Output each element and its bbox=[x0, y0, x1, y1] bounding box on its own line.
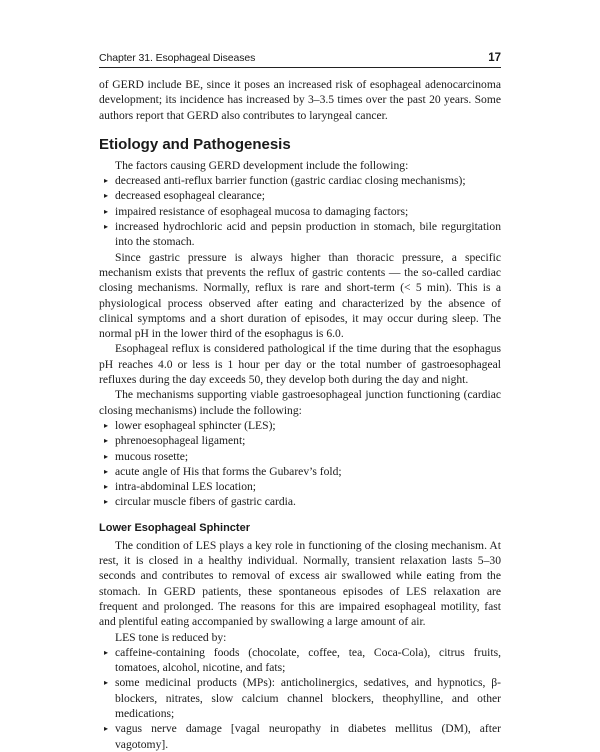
page-number: 17 bbox=[488, 52, 501, 64]
triangle-bullet-icon: ▸ bbox=[104, 497, 109, 507]
list-item: ▸ acute angle of His that forms the Gubarev’s fold; bbox=[104, 464, 342, 478]
paragraph-gastric-pressure: Since gastric pressure is always higher than thoracic pressure, a specific mechanism exists that prevents the reflux of gastric contents — the so-called cardiac closing mechanisms. Normally, reflux is rare and short-term (< 5 min). This is a physiological process observed after eating and characterized by the absence of clinical symptoms and a short duration of episodes, it may occur during sleep. The normal pH in the lower third of the esophagus is 6.0. bbox=[99, 250, 501, 341]
list-item: ▸ some medicinal products (MPs): anticholinergics, sedatives, and hypnotics, β-blockers, nitrates, slow calcium channel blockers, theophylline, and other medications; bbox=[104, 676, 501, 720]
triangle-bullet-icon: ▸ bbox=[104, 678, 109, 688]
triangle-bullet-icon: ▸ bbox=[104, 222, 109, 232]
les-tone-lead: LES tone is reduced by: bbox=[115, 630, 227, 644]
running-header bbox=[99, 52, 501, 64]
list-item: ▸ vagus nerve damage [vagal neuropathy in diabetes mellitus (DM), after vagotomy]. bbox=[104, 722, 501, 751]
list-item: ▸ intra-abdominal LES location; bbox=[104, 480, 257, 494]
triangle-bullet-icon: ▸ bbox=[104, 466, 109, 476]
paragraph-pathological-reflux: Esophageal reflux is considered pathological if the time during that the esophagus pH reaches 4.0 or less is 1 hour per day or the total number of gastroesophageal refluxes during the day exceeds 50, they develop both during the day and night. bbox=[99, 342, 501, 387]
chapter-title: Chapter 31. Esophageal Diseases bbox=[99, 52, 256, 64]
triangle-bullet-icon: ▸ bbox=[104, 191, 109, 201]
triangle-bullet-icon: ▸ bbox=[104, 724, 109, 734]
triangle-bullet-icon: ▸ bbox=[104, 482, 109, 492]
paragraph-les-condition: The condition of LES plays a key role in functioning of the closing mechanism. At rest, it is closed in a healthy individual. Normally, transient relaxation lasts 5–30 seconds and contributes to removal of excess air swallowed while eating from the stomach. In GERD patients, these spontaneous episodes of LES relaxation are frequent and prolonged. The reasons for this are impaired esophageal motility, fast and plentiful eating accompanied by swallowing a large amount of air. bbox=[99, 538, 501, 629]
triangle-bullet-icon: ▸ bbox=[104, 451, 109, 461]
list-item: ▸ increased hydrochloric acid and pepsin production in stomach, bile regurgitation into the stomach. bbox=[104, 220, 501, 249]
list-item: ▸ circular muscle fibers of gastric cardia. bbox=[104, 495, 296, 509]
list-item: ▸ phrenoesophageal ligament; bbox=[104, 434, 246, 448]
les-reducers-list bbox=[99, 645, 501, 752]
triangle-bullet-icon: ▸ bbox=[104, 206, 109, 216]
list-item: ▸ impaired resistance of esophageal mucosa to damaging factors; bbox=[104, 204, 409, 218]
triangle-bullet-icon: ▸ bbox=[104, 647, 109, 657]
list-item: ▸ caffeine-containing foods (chocolate, coffee, tea, Coca-Cola), citrus fruits, tomatoes, alcohol, nicotine, and fats; bbox=[104, 645, 501, 675]
triangle-bullet-icon: ▸ bbox=[104, 176, 109, 186]
intro-paragraph: of GERD include BE, since it poses an increased risk of esophageal adenocarcinoma development; its incidence has increased by 3–3.5 times over the past 20 years. Some authors report that GERD also contributes to laryngeal cancer. bbox=[99, 78, 501, 122]
list-item: ▸ lower esophageal sphincter (LES); bbox=[104, 418, 276, 432]
section-heading-les: Lower Esophageal Sphincter bbox=[99, 521, 250, 534]
list-item: ▸ decreased anti-reflux barrier function (gastric cardiac closing mechanisms); bbox=[104, 174, 466, 188]
factors-lead: The factors causing GERD development include the following: bbox=[115, 158, 409, 172]
list-item: ▸ mucous rosette; bbox=[104, 449, 189, 463]
triangle-bullet-icon: ▸ bbox=[104, 420, 109, 430]
body-text bbox=[99, 77, 501, 752]
factors-list bbox=[99, 173, 501, 249]
paragraph-mechanisms-lead: The mechanisms supporting viable gastroesophageal junction functioning (cardiac closing mechanisms) include the following: bbox=[99, 388, 501, 417]
list-item: ▸ decreased esophageal clearance; bbox=[104, 189, 265, 203]
triangle-bullet-icon: ▸ bbox=[104, 436, 109, 446]
section-heading-etiology: Etiology and Pathogenesis bbox=[99, 135, 291, 153]
header-rule bbox=[99, 67, 501, 68]
mechanisms-list bbox=[99, 418, 501, 510]
